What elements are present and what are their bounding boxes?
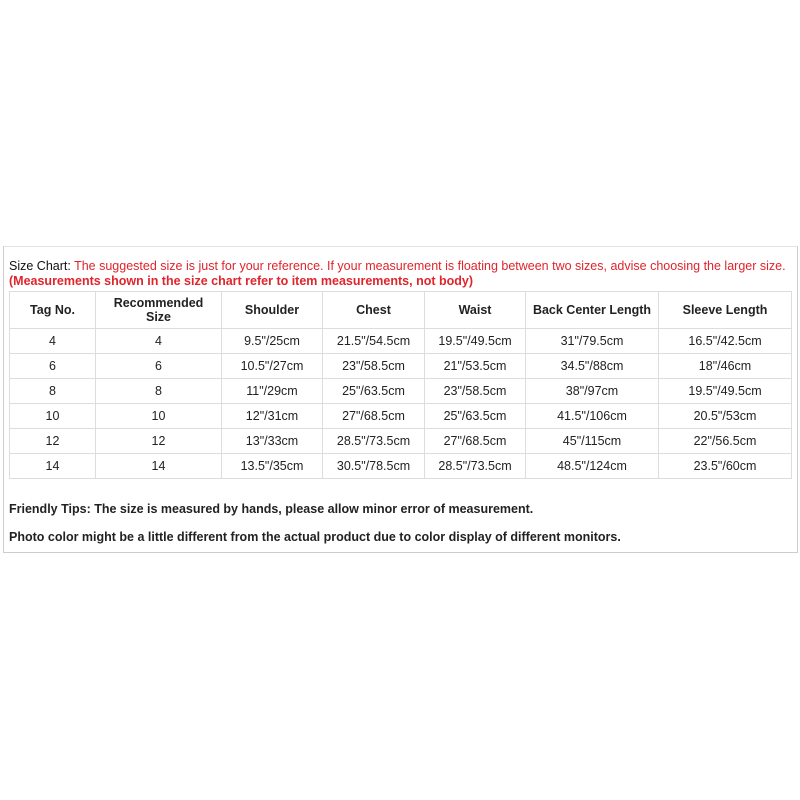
photo-color-note: Photo color might be a little different from the actual product due to color display of different monitors. [9, 530, 621, 544]
table-cell: 31"/79.5cm [526, 329, 659, 354]
table-cell: 21.5"/54.5cm [323, 329, 425, 354]
table-cell: 22"/56.5cm [659, 429, 792, 454]
table-cell: 14 [96, 454, 222, 479]
table-cell: 8 [10, 379, 96, 404]
table-cell: 13.5"/35cm [222, 454, 323, 479]
table-cell: 20.5"/53cm [659, 404, 792, 429]
intro-note: (Measurements shown in the size chart refer to item measurements, not body) [9, 274, 473, 288]
table-row [10, 329, 792, 354]
table-row [10, 429, 792, 454]
table-cell: 23.5"/60cm [659, 454, 792, 479]
intro-label: Size Chart [9, 259, 68, 273]
table-cell: 25"/63.5cm [323, 379, 425, 404]
table-cell: 19.5"/49.5cm [425, 329, 526, 354]
table-cell: 13"/33cm [222, 429, 323, 454]
table-cell: 30.5"/78.5cm [323, 454, 425, 479]
column-header: Back Center Length [526, 292, 659, 329]
table-cell: 12 [10, 429, 96, 454]
table-cell: 9.5"/25cm [222, 329, 323, 354]
table-cell: 16.5"/42.5cm [659, 329, 792, 354]
table-cell: 28.5"/73.5cm [425, 454, 526, 479]
table-cell: 10 [96, 404, 222, 429]
intro-colon: : [67, 259, 75, 273]
table-row [10, 454, 792, 479]
table-cell: 41.5"/106cm [526, 404, 659, 429]
table-row [10, 404, 792, 429]
table-cell: 27"/68.5cm [323, 404, 425, 429]
table-row [10, 354, 792, 379]
table-cell: 8 [96, 379, 222, 404]
table-cell: 6 [10, 354, 96, 379]
table-cell: 6 [96, 354, 222, 379]
table-cell: 23"/58.5cm [425, 379, 526, 404]
table-cell: 38"/97cm [526, 379, 659, 404]
table-cell: 10.5"/27cm [222, 354, 323, 379]
table-cell: 48.5"/124cm [526, 454, 659, 479]
table-cell: 45"/115cm [526, 429, 659, 454]
table-cell: 25"/63.5cm [425, 404, 526, 429]
table-cell: 21"/53.5cm [425, 354, 526, 379]
table-row [10, 379, 792, 404]
table-cell: 34.5"/88cm [526, 354, 659, 379]
table-header-row [10, 292, 792, 329]
table-cell: 10 [10, 404, 96, 429]
table-cell: 11"/29cm [222, 379, 323, 404]
table-cell: 14 [10, 454, 96, 479]
column-header: Waist [425, 292, 526, 329]
table-cell: 28.5"/73.5cm [323, 429, 425, 454]
table-cell: 4 [96, 329, 222, 354]
table-cell: 12 [96, 429, 222, 454]
size-chart-intro [9, 259, 794, 289]
table-cell: 19.5"/49.5cm [659, 379, 792, 404]
table-cell: 27"/68.5cm [425, 429, 526, 454]
table-cell: 23"/58.5cm [323, 354, 425, 379]
table-cell: 4 [10, 329, 96, 354]
column-header: Shoulder [222, 292, 323, 329]
table-cell: 18"/46cm [659, 354, 792, 379]
column-header: Recommended Size [96, 292, 222, 329]
friendly-tips: Friendly Tips: The size is measured by hands, please allow minor error of measurement. [9, 502, 534, 516]
size-table [9, 291, 792, 479]
intro-text: The suggested size is just for your reference. If your measurement is floating between two sizes, advise choosing the larger size. [74, 259, 786, 273]
column-header: Chest [323, 292, 425, 329]
column-header: Tag No. [10, 292, 96, 329]
table-cell: 12"/31cm [222, 404, 323, 429]
column-header: Sleeve Length [659, 292, 792, 329]
